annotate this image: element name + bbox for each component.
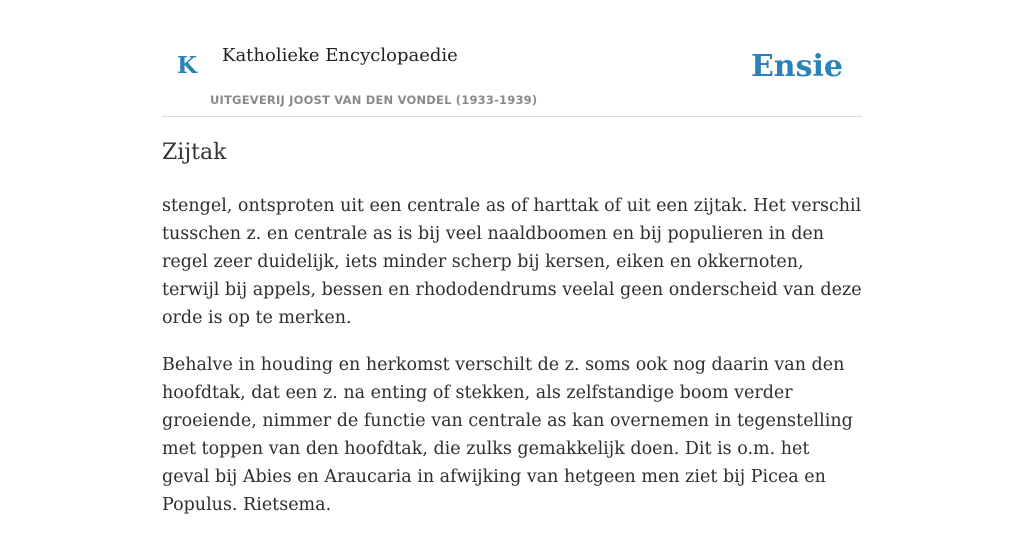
article-paragraph: Behalve in houding en herkomst verschilt de z. soms ook nog daarin van den hoofdtak, dat een z. na enting of stekken, als zelfstandige boom verder groeiende, nimmer de functie van centrale as kan overnemen in tegenstelling met toppen van den hoofdtak, die zulks gemakkelijk doen. Dit is o.m. het geval bij Abies en Araucaria in afwijking van hetgeen men ziet bij Picea en Populus. Rietsema. [162, 355, 853, 515]
ensie-brand-link[interactable]: Ensie [750, 49, 843, 84]
encyclopedia-logo-icon[interactable]: K [177, 52, 197, 79]
article-body [162, 192, 862, 538]
site-header [162, 0, 862, 117]
article-paragraph: stengel, ontsproten uit een centrale as of harttak of uit een zijtak. Het verschil tusschen z. en centrale as is bij veel naaldboomen en bij populieren in den regel zeer duidelijk, iets minder scherp bij kersen, eiken en okkernoten, terwijl bij appels, bessen en rhododendrums veelal geen onderscheid van deze orde is op te merken. [162, 196, 862, 328]
publisher-subtitle: UITGEVERIJ JOOST VAN DEN VONDEL (1933-1939) [210, 93, 538, 107]
article-title: Zijtak [162, 140, 227, 165]
site-title[interactable]: Katholieke Encyclopaedie [222, 45, 458, 66]
page [162, 0, 862, 515]
